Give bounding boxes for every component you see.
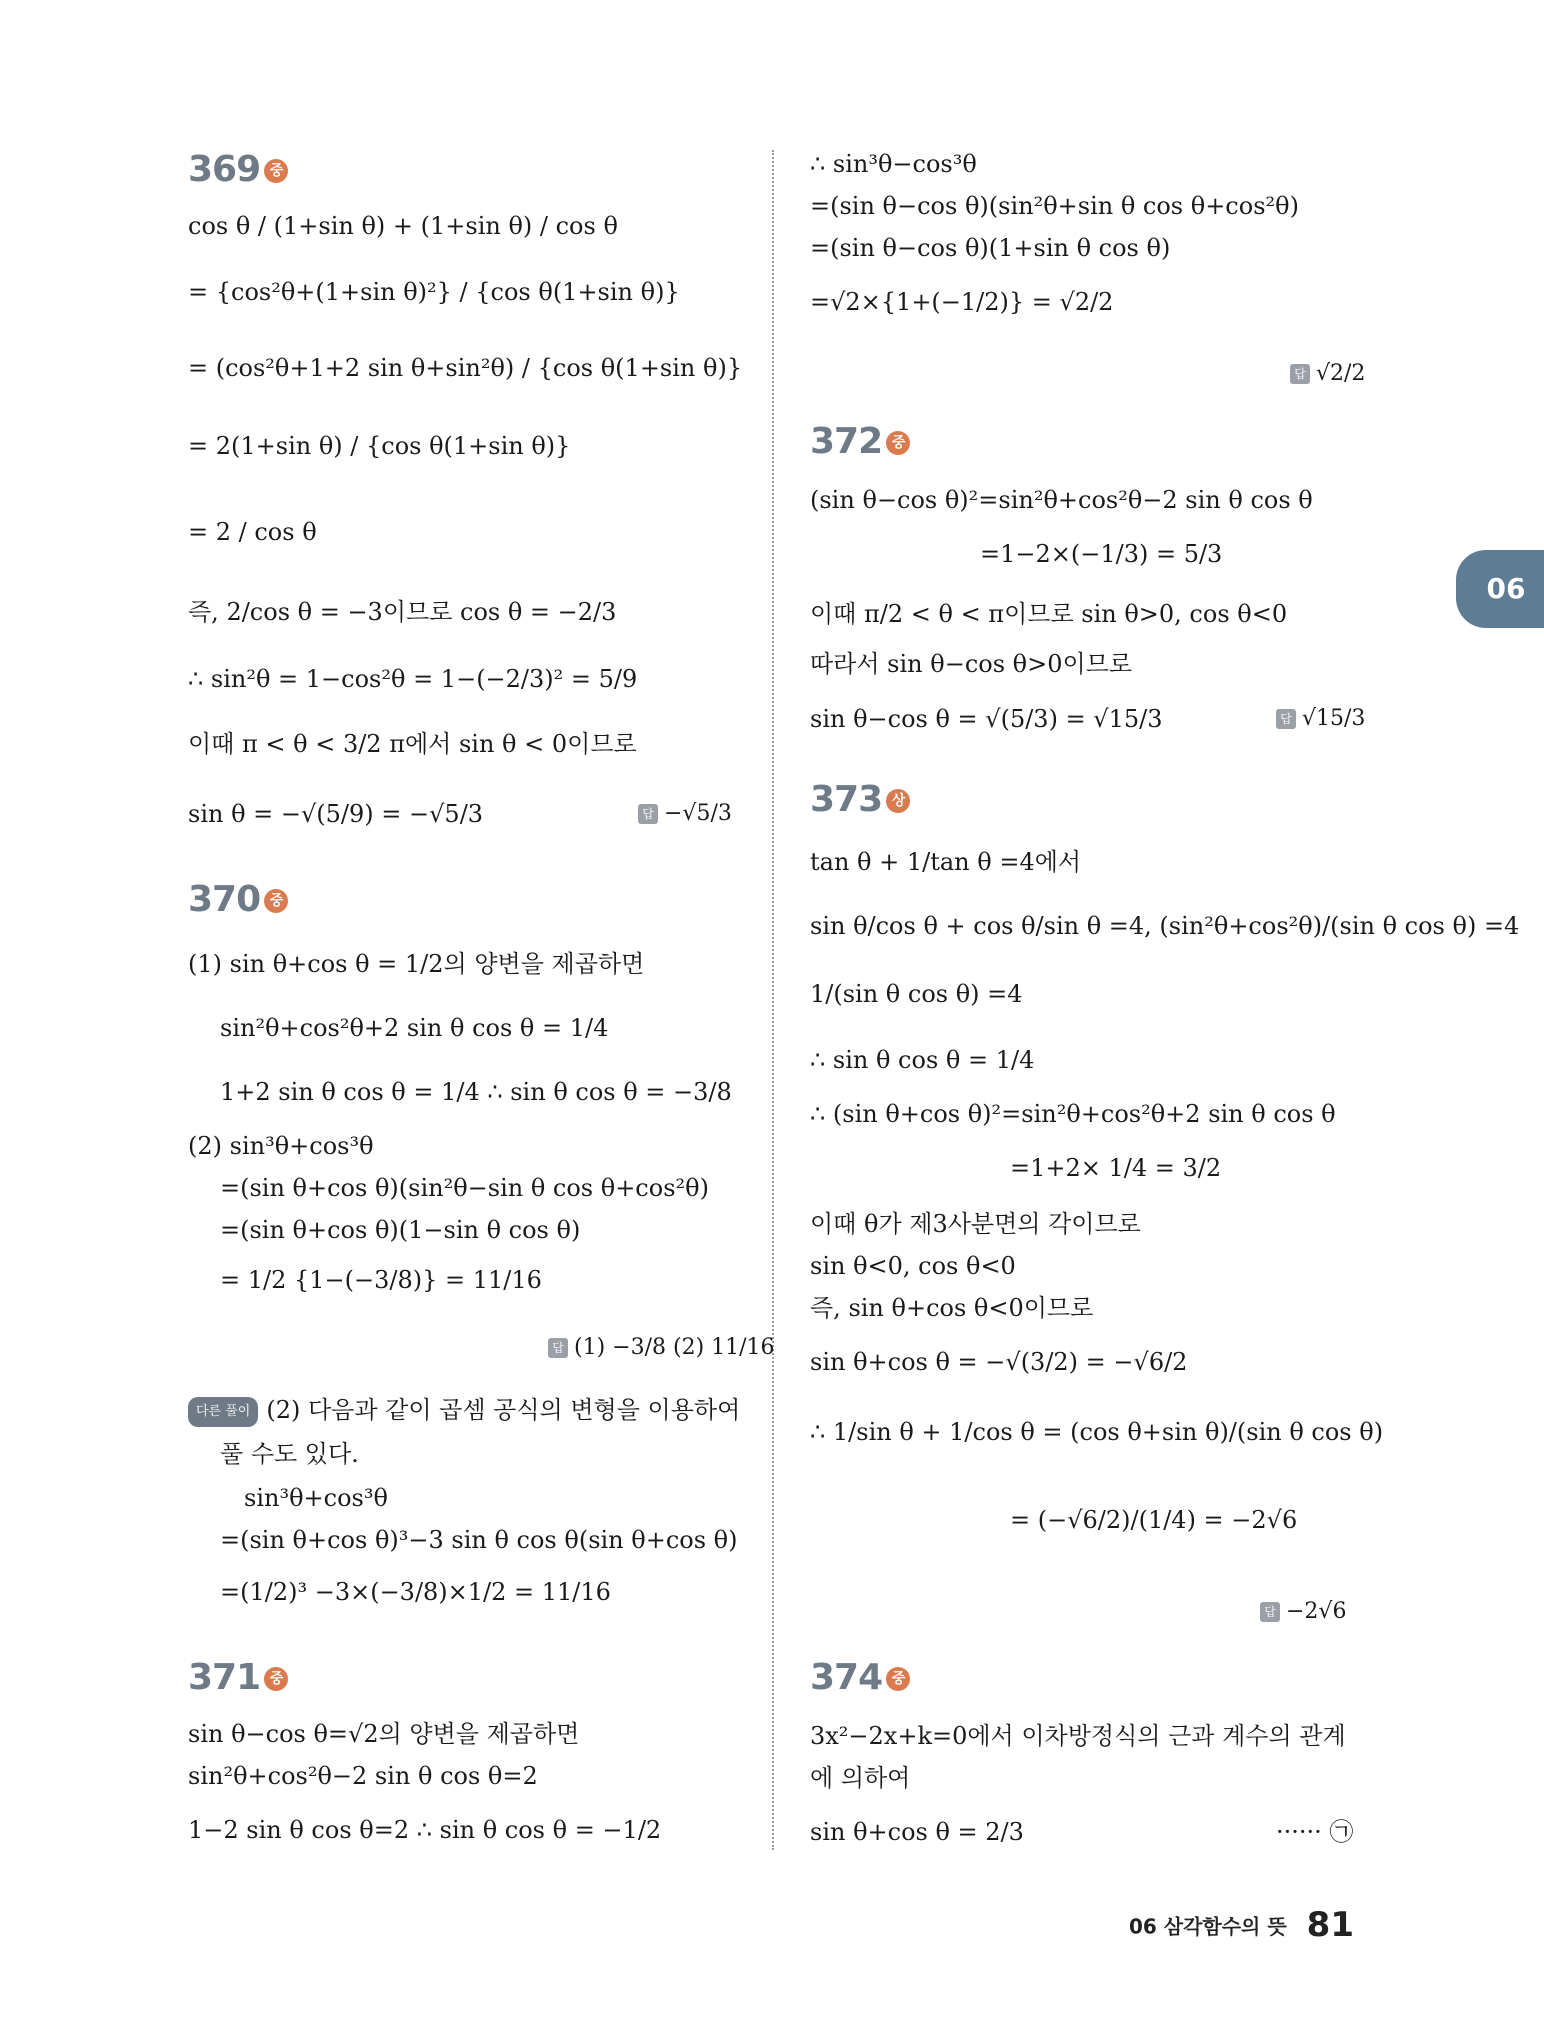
problem-369-header bbox=[188, 150, 288, 190]
solution-line: 1−2 sin θ cos θ=2 ∴ sin θ cos θ = −1/2 bbox=[188, 1816, 662, 1844]
solution-line: =1−2×(−1/3) = 5/3 bbox=[980, 540, 1223, 568]
solution-line: =(sin θ−cos θ)(sin²θ+sin θ cos θ+cos²θ) bbox=[810, 192, 1299, 220]
solution-line: 1+2 sin θ cos θ = 1/4 ∴ sin θ cos θ = −3/8 bbox=[220, 1078, 732, 1106]
difficulty-high-icon: 상 bbox=[886, 789, 910, 813]
problem-number: 373 bbox=[810, 779, 883, 820]
solution-line: ∴ sin θ cos θ = 1/4 bbox=[810, 1046, 1035, 1074]
problem-number: 372 bbox=[810, 421, 883, 462]
solution-line: (sin θ−cos θ)²=sin²θ+cos²θ−2 sin θ cos θ bbox=[810, 486, 1313, 514]
solution-line: sin θ/cos θ + cos θ/sin θ =4, (sin²θ+cos²θ)/(sin θ cos θ) =4 bbox=[810, 912, 1520, 940]
alt-solution-badge: 다른 풀이 bbox=[188, 1397, 258, 1427]
answer-tag-icon: 답 bbox=[548, 1338, 568, 1358]
solution-line: (1) sin θ+cos θ = 1/2의 양변을 제곱하면 bbox=[188, 950, 645, 978]
difficulty-mid-icon: 중 bbox=[886, 1667, 910, 1691]
equation-marker: ······ ㉠ bbox=[1276, 1818, 1354, 1846]
problem-370-header bbox=[188, 880, 288, 920]
column-divider bbox=[772, 150, 774, 1850]
answer-tag-icon: 답 bbox=[1290, 364, 1310, 384]
solution-line: sin²θ+cos²θ+2 sin θ cos θ = 1/4 bbox=[220, 1014, 609, 1042]
solution-line: = (−√6/2)/(1/4) = −2√6 bbox=[1010, 1506, 1298, 1534]
solution-line: 에 의하여 bbox=[810, 1764, 911, 1792]
solution-line: = 1/2 {1−(−3/8)} = 11/16 bbox=[220, 1266, 542, 1294]
difficulty-mid-icon: 중 bbox=[886, 431, 910, 455]
problem-number: 371 bbox=[188, 1657, 261, 1698]
answer-tag-icon: 답 bbox=[638, 804, 658, 824]
difficulty-mid-icon: 중 bbox=[264, 889, 288, 913]
answer bbox=[1290, 360, 1365, 388]
solution-line: 이때 θ가 제3사분면의 각이므로 bbox=[810, 1210, 1141, 1238]
answer-tag-icon: 답 bbox=[1260, 1602, 1280, 1622]
solution-line: 이때 π/2 < θ < π이므로 sin θ>0, cos θ<0 bbox=[810, 600, 1288, 628]
answer-value: √2/2 bbox=[1316, 361, 1366, 386]
problem-number: 374 bbox=[810, 1657, 883, 1698]
problem-373-header bbox=[810, 780, 910, 820]
answer bbox=[1260, 1598, 1346, 1626]
solution-line: cos θ / (1+sin θ) + (1+sin θ) / cos θ bbox=[188, 212, 618, 240]
answer-tag-icon: 답 bbox=[1276, 709, 1296, 729]
answer bbox=[548, 1334, 775, 1362]
alt-solution-line: =(1/2)³ −3×(−3/8)×1/2 = 11/16 bbox=[220, 1578, 611, 1606]
solution-line: =1+2× 1/4 = 3/2 bbox=[1010, 1154, 1222, 1182]
solution-line: sin θ<0, cos θ<0 bbox=[810, 1252, 1016, 1280]
solution-line: 즉, sin θ+cos θ<0이므로 bbox=[810, 1294, 1094, 1322]
solution-line: =√2×{1+(−1/2)} = √2/2 bbox=[810, 288, 1114, 316]
chapter-tab: 06 bbox=[1456, 550, 1544, 628]
alt-solution-line bbox=[188, 1396, 740, 1427]
solution-line: =(sin θ+cos θ)(sin²θ−sin θ cos θ+cos²θ) bbox=[220, 1174, 709, 1202]
answer bbox=[638, 800, 732, 828]
solution-line: = 2(1+sin θ) / {cos θ(1+sin θ)} bbox=[188, 432, 571, 460]
answer-value: −2√6 bbox=[1286, 1599, 1347, 1624]
solution-line: 1/(sin θ cos θ) =4 bbox=[810, 980, 1023, 1008]
alt-solution-line: =(sin θ+cos θ)³−3 sin θ cos θ(sin θ+cos θ) bbox=[220, 1526, 738, 1554]
alt-solution-text: (2) 다음과 같이 곱셈 공식의 변형을 이용하여 bbox=[266, 1396, 741, 1424]
solution-line: =(sin θ−cos θ)(1+sin θ cos θ) bbox=[810, 234, 1171, 262]
answer bbox=[1276, 705, 1365, 733]
solution-line: 즉, 2/cos θ = −3이므로 cos θ = −2/3 bbox=[188, 598, 617, 626]
solution-line: sin²θ+cos²θ−2 sin θ cos θ=2 bbox=[188, 1762, 538, 1790]
difficulty-mid-icon: 중 bbox=[264, 1667, 288, 1691]
solution-line: sin θ−cos θ = √(5/3) = √15/3 bbox=[810, 705, 1163, 733]
solution-line: ∴ sin³θ−cos³θ bbox=[810, 150, 977, 178]
solution-line: sin θ+cos θ = 2/3 bbox=[810, 1818, 1024, 1846]
difficulty-mid-icon: 중 bbox=[264, 159, 288, 183]
answer-value: −√5/3 bbox=[664, 801, 732, 826]
problem-number: 370 bbox=[188, 879, 261, 920]
solution-line: sin θ = −√(5/9) = −√5/3 bbox=[188, 800, 484, 828]
page-footer bbox=[1129, 1905, 1354, 1945]
solution-line: =(sin θ+cos θ)(1−sin θ cos θ) bbox=[220, 1216, 581, 1244]
problem-number: 369 bbox=[188, 149, 261, 190]
answer-value: (1) −3/8 (2) 11/16 bbox=[574, 1335, 775, 1360]
page-number: 81 bbox=[1306, 1905, 1354, 1945]
solution-line: 3x²−2x+k=0에서 이차방정식의 근과 계수의 관계 bbox=[810, 1722, 1346, 1750]
solution-line: (2) sin³θ+cos³θ bbox=[188, 1132, 374, 1160]
solution-line: 이때 π < θ < 3/2 π에서 sin θ < 0이므로 bbox=[188, 730, 637, 758]
answer-value: √15/3 bbox=[1302, 706, 1366, 731]
solution-line: = {cos²θ+(1+sin θ)²} / {cos θ(1+sin θ)} bbox=[188, 278, 680, 306]
solution-line: ∴ (sin θ+cos θ)²=sin²θ+cos²θ+2 sin θ cos θ bbox=[810, 1100, 1336, 1128]
alt-solution-line: sin³θ+cos³θ bbox=[244, 1484, 388, 1512]
alt-solution-line: 풀 수도 있다. bbox=[220, 1440, 359, 1468]
solution-line: sin θ+cos θ = −√(3/2) = −√6/2 bbox=[810, 1348, 1188, 1376]
problem-372-header bbox=[810, 422, 910, 462]
problem-371-header bbox=[188, 1658, 288, 1698]
solution-line: ∴ 1/sin θ + 1/cos θ = (cos θ+sin θ)/(sin θ cos θ) bbox=[810, 1418, 1384, 1446]
solution-line: sin θ−cos θ=√2의 양변을 제곱하면 bbox=[188, 1720, 580, 1748]
chapter-title: 06 삼각함수의 뜻 bbox=[1128, 1914, 1287, 1939]
solution-line: = 2 / cos θ bbox=[188, 518, 317, 546]
solution-line: ∴ sin²θ = 1−cos²θ = 1−(−2/3)² = 5/9 bbox=[188, 665, 638, 693]
solution-line: = (cos²θ+1+2 sin θ+sin²θ) / {cos θ(1+sin θ)} bbox=[188, 354, 743, 382]
problem-374-header bbox=[810, 1658, 910, 1698]
solution-line: 따라서 sin θ−cos θ>0이므로 bbox=[810, 650, 1133, 678]
solution-line: tan θ + 1/tan θ =4에서 bbox=[810, 848, 1082, 876]
